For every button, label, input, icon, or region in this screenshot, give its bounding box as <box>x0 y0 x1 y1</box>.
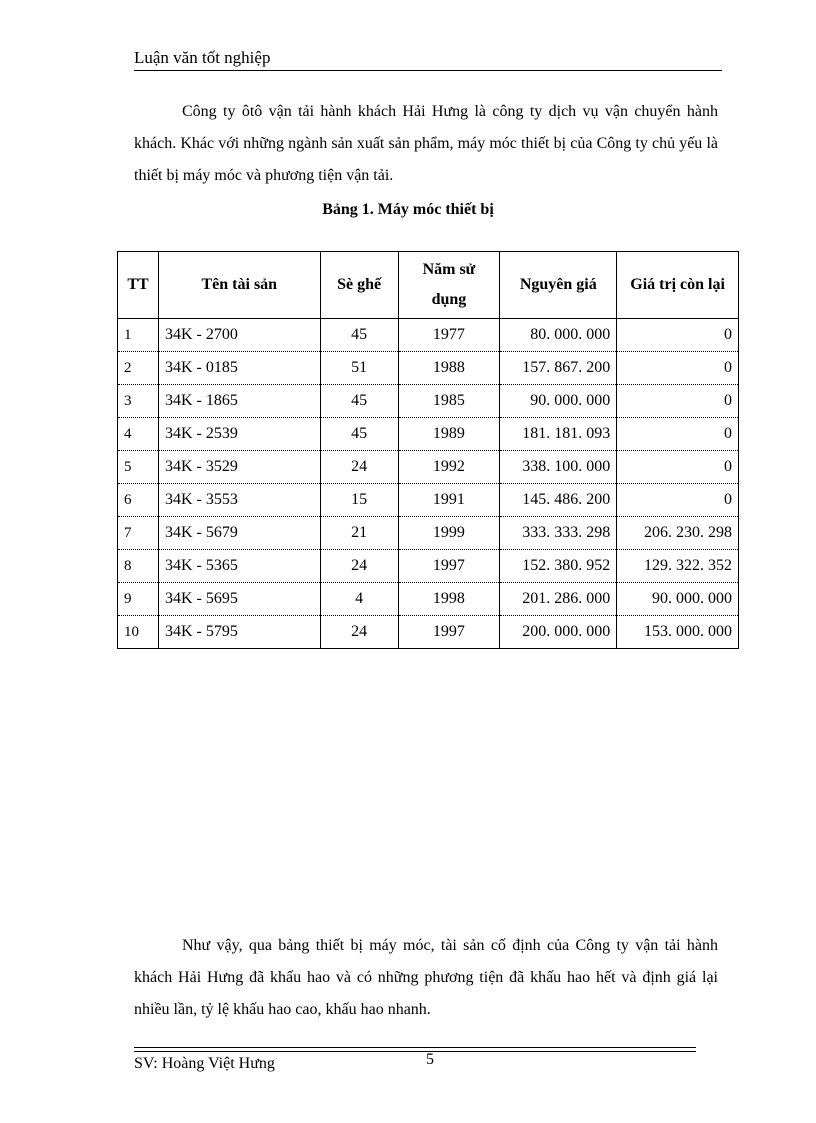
table-row <box>118 517 739 550</box>
cell-original-cost: 201. 286. 000 <box>500 583 617 616</box>
cell-asset-name: 34K - 5365 <box>158 550 320 583</box>
table-caption: Bảng 1. Máy móc thiết bị <box>322 201 494 218</box>
cell-original-cost: 157. 867. 200 <box>500 352 617 385</box>
running-header: Luận văn tốt nghiệp <box>134 48 722 71</box>
cell-original-cost: 152. 380. 952 <box>500 550 617 583</box>
table-row <box>118 352 739 385</box>
cell-tt: 5 <box>118 451 159 484</box>
table-row <box>118 451 739 484</box>
cell-tt: 7 <box>118 517 159 550</box>
cell-asset-name: 34K - 5695 <box>158 583 320 616</box>
cell-seats: 51 <box>320 352 398 385</box>
table-row <box>118 418 739 451</box>
cell-year: 1989 <box>398 418 500 451</box>
cell-seats: 24 <box>320 616 398 649</box>
cell-asset-name: 34K - 0185 <box>158 352 320 385</box>
cell-original-cost: 145. 486. 200 <box>500 484 617 517</box>
cell-seats: 45 <box>320 385 398 418</box>
cell-tt: 1 <box>118 319 159 352</box>
table-row <box>118 484 739 517</box>
page-number: 5 <box>426 1051 434 1068</box>
cell-original-cost: 200. 000. 000 <box>500 616 617 649</box>
cell-tt: 3 <box>118 385 159 418</box>
cell-asset-name: 34K - 1865 <box>158 385 320 418</box>
cell-asset-name: 34K - 3529 <box>158 451 320 484</box>
column-header: TT <box>118 252 159 319</box>
cell-remaining-value: 0 <box>617 418 739 451</box>
footer-rule <box>134 1047 696 1052</box>
intro-paragraph: Công ty ôtô vận tải hành khách Hải Hưng là công ty dịch vụ vận chuyển hành khách. Khác với những ngành sản xuất sản phẩm, máy móc thiết bị của Công ty chủ yếu là thiết bị máy móc và phương tiện vận tải. <box>134 103 718 184</box>
table-row <box>118 319 739 352</box>
footer-student: SV: Hoàng Việt Hưng <box>134 1055 275 1072</box>
cell-year: 1988 <box>398 352 500 385</box>
cell-original-cost: 90. 000. 000 <box>500 385 617 418</box>
cell-tt: 4 <box>118 418 159 451</box>
table-row <box>118 550 739 583</box>
cell-year: 1977 <box>398 319 500 352</box>
column-header: Năm sử dụng <box>398 252 500 319</box>
cell-remaining-value: 206. 230. 298 <box>617 517 739 550</box>
cell-original-cost: 333. 333. 298 <box>500 517 617 550</box>
cell-asset-name: 34K - 5795 <box>158 616 320 649</box>
cell-seats: 45 <box>320 418 398 451</box>
cell-tt: 8 <box>118 550 159 583</box>
cell-original-cost: 338. 100. 000 <box>500 451 617 484</box>
cell-remaining-value: 0 <box>617 385 739 418</box>
cell-tt: 2 <box>118 352 159 385</box>
cell-year: 1999 <box>398 517 500 550</box>
cell-year: 1998 <box>398 583 500 616</box>
cell-tt: 10 <box>118 616 159 649</box>
column-header: Nguyên giá <box>500 252 617 319</box>
equipment-table <box>117 251 739 649</box>
column-header: Sè ghế <box>320 252 398 319</box>
cell-asset-name: 34K - 2700 <box>158 319 320 352</box>
cell-seats: 4 <box>320 583 398 616</box>
cell-remaining-value: 0 <box>617 451 739 484</box>
cell-remaining-value: 129. 322. 352 <box>617 550 739 583</box>
cell-remaining-value: 0 <box>617 484 739 517</box>
cell-seats: 24 <box>320 451 398 484</box>
cell-seats: 15 <box>320 484 398 517</box>
cell-asset-name: 34K - 2539 <box>158 418 320 451</box>
cell-seats: 45 <box>320 319 398 352</box>
table-row <box>118 616 739 649</box>
cell-seats: 21 <box>320 517 398 550</box>
table-row <box>118 583 739 616</box>
cell-asset-name: 34K - 3553 <box>158 484 320 517</box>
cell-year: 1985 <box>398 385 500 418</box>
cell-original-cost: 181. 181. 093 <box>500 418 617 451</box>
cell-year: 1991 <box>398 484 500 517</box>
cell-year: 1997 <box>398 550 500 583</box>
cell-remaining-value: 0 <box>617 319 739 352</box>
cell-asset-name: 34K - 5679 <box>158 517 320 550</box>
cell-tt: 9 <box>118 583 159 616</box>
cell-year: 1997 <box>398 616 500 649</box>
table-header-row <box>118 252 739 319</box>
column-header: Tên tài sản <box>158 252 320 319</box>
cell-original-cost: 80. 000. 000 <box>500 319 617 352</box>
cell-remaining-value: 0 <box>617 352 739 385</box>
cell-seats: 24 <box>320 550 398 583</box>
column-header: Giá trị còn lại <box>617 252 739 319</box>
cell-remaining-value: 90. 000. 000 <box>617 583 739 616</box>
conclusion-paragraph: Như vậy, qua bảng thiết bị máy móc, tài sản cố định của Công ty vận tải hành khách Hải Hưng đã khấu hao và có những phương tiện đã khấu hao hết và định giá lại nhiều lần, tỷ lệ khấu hao cao, khấu hao nhanh. <box>134 937 718 1018</box>
cell-tt: 6 <box>118 484 159 517</box>
table-row <box>118 385 739 418</box>
cell-remaining-value: 153. 000. 000 <box>617 616 739 649</box>
cell-year: 1992 <box>398 451 500 484</box>
